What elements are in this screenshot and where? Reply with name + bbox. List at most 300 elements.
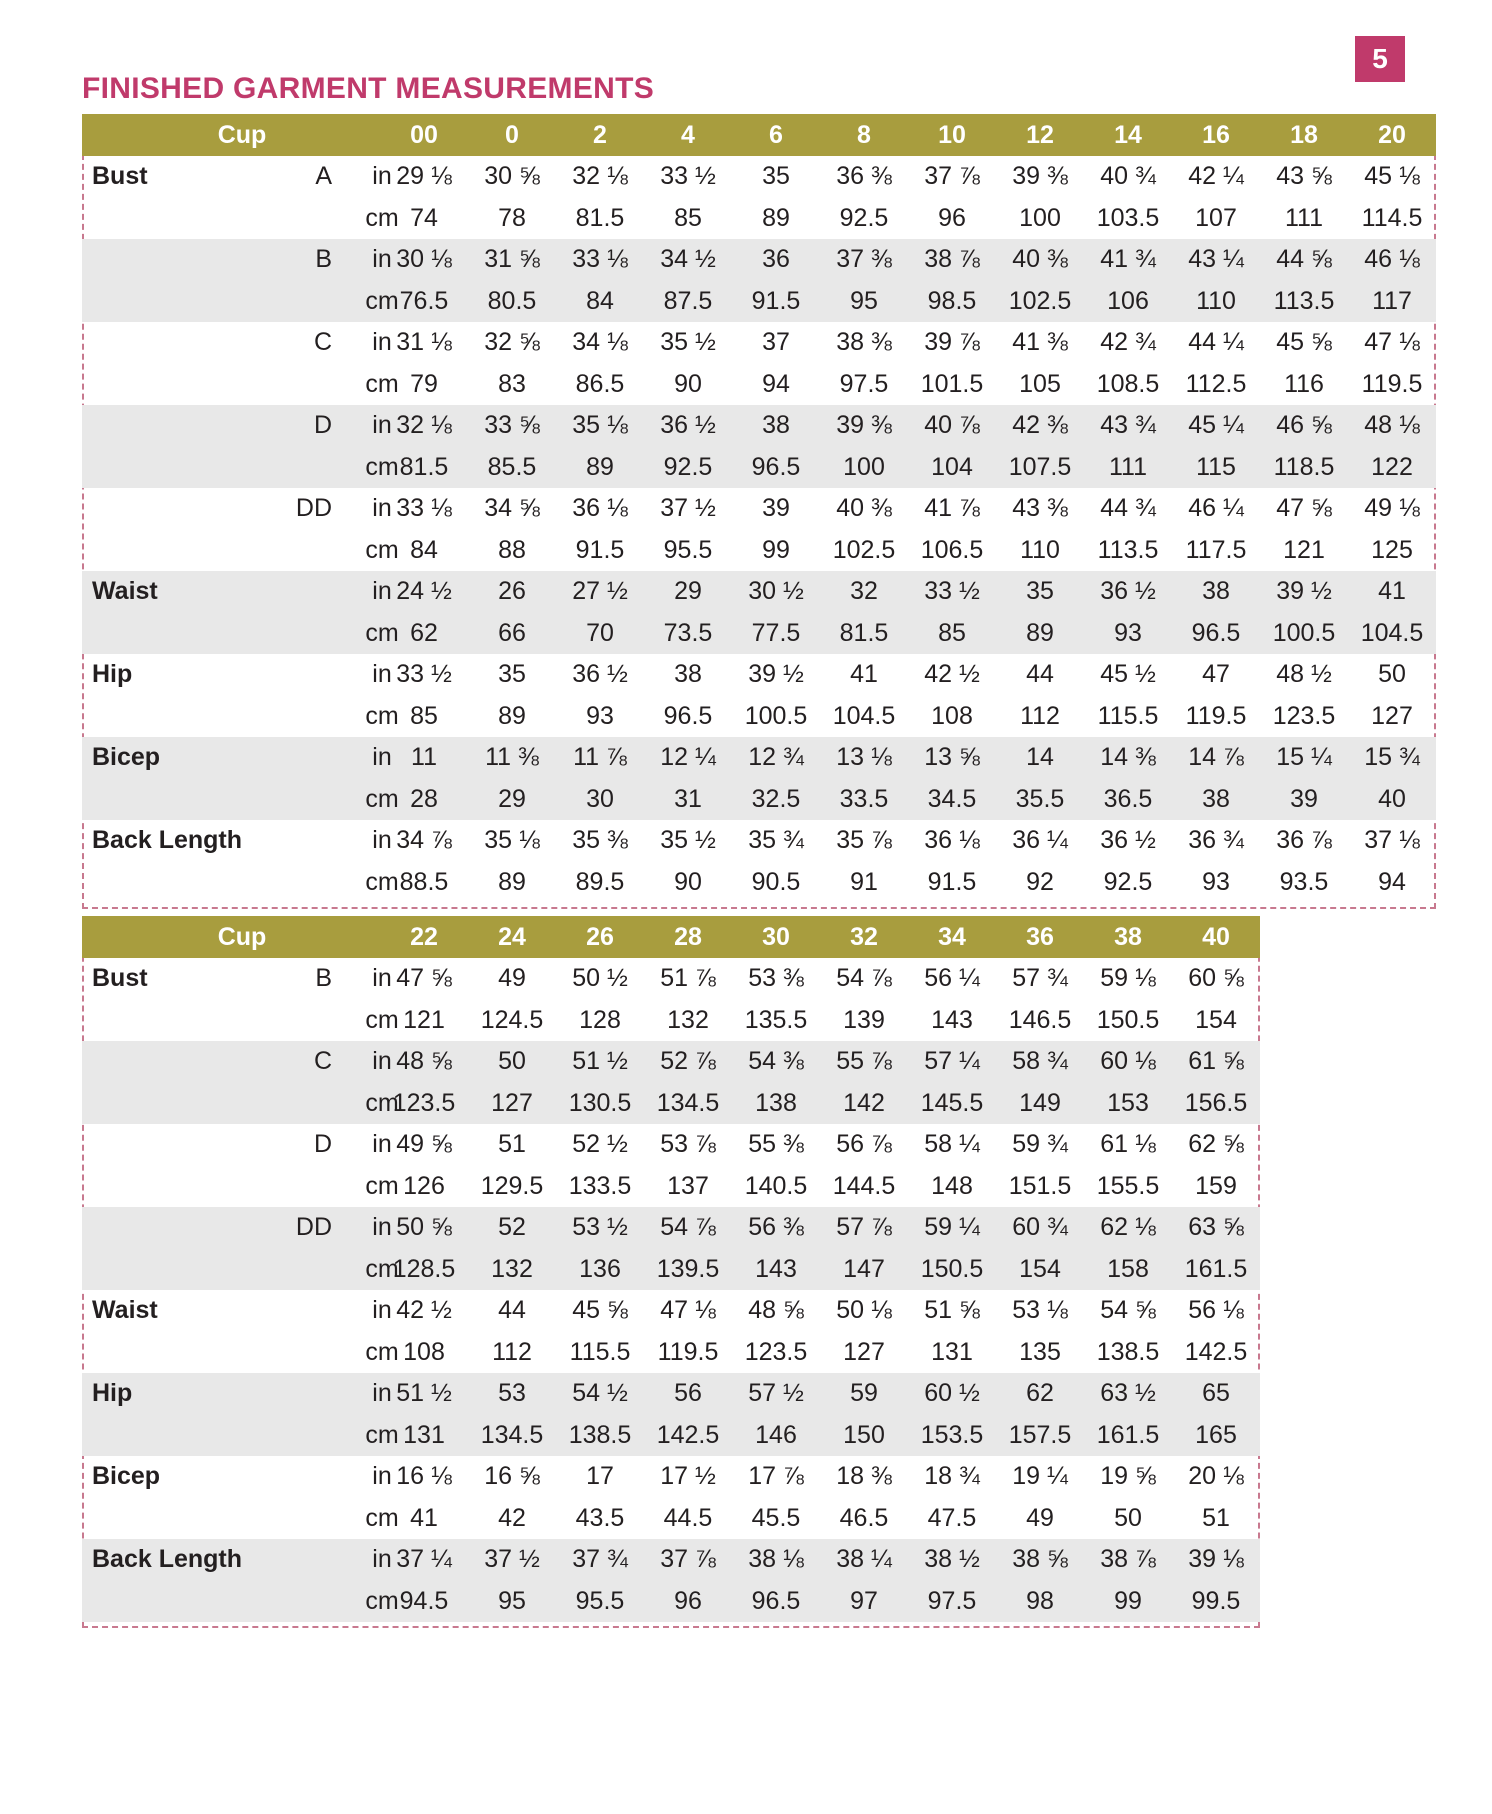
unit-label: in xyxy=(372,245,392,273)
header-size: 28 xyxy=(674,923,702,951)
measurement-cell: 98.5 xyxy=(927,286,977,315)
measurement-cell: 34 ⅛ xyxy=(572,328,628,356)
measurement-cell: 18 ⅜ xyxy=(836,1462,892,1490)
header-size: 8 xyxy=(857,121,871,149)
measurement-cell: 39 ⅜ xyxy=(1012,162,1068,190)
measurement-cell: 150 xyxy=(843,1420,885,1449)
unit-label: in xyxy=(372,162,392,190)
measurement-cell: 39 ⅜ xyxy=(836,411,892,439)
measurement-cell: 95.5 xyxy=(575,1586,625,1615)
header-size: 18 xyxy=(1290,121,1318,149)
measurement-cell: 30 xyxy=(586,784,614,813)
measurement-cell: 43 ¾ xyxy=(1100,411,1156,439)
measurement-cell: 33 ⅛ xyxy=(396,494,452,522)
measurement-cell: 35 ⅞ xyxy=(836,826,892,854)
measurement-cell: 57 ½ xyxy=(748,1379,804,1407)
measurement-cell: 37 ¾ xyxy=(572,1545,628,1573)
cup-label: DD xyxy=(295,1213,332,1241)
header-size: 00 xyxy=(410,121,438,149)
measurement-cell: 132 xyxy=(491,1254,533,1283)
measurement-cell: 56 ⅛ xyxy=(1188,1296,1244,1324)
measurement-cell: 127 xyxy=(1371,701,1413,730)
measurement-cell: 17 ½ xyxy=(660,1462,716,1490)
measurement-cell: 60 ¾ xyxy=(1012,1213,1068,1241)
measurement-cell: 45 ½ xyxy=(1100,660,1156,688)
measurement-cell: 123.5 xyxy=(1272,701,1336,730)
measurement-cell: 57 ¼ xyxy=(924,1047,980,1075)
measurement-cell: 57 ¾ xyxy=(1012,964,1068,992)
header-size: 34 xyxy=(938,923,966,951)
measurement-cell: 49 xyxy=(498,964,526,992)
measurement-cell: 138.5 xyxy=(568,1420,632,1449)
measurement-cell: 35 xyxy=(762,162,790,190)
measurement-cell: 59 ¾ xyxy=(1012,1130,1068,1158)
measurement-cell: 42 ¼ xyxy=(1188,162,1244,190)
measurement-cell: 85.5 xyxy=(487,452,537,481)
measurement-cell: 33 ½ xyxy=(924,577,980,605)
header-size: 16 xyxy=(1202,121,1230,149)
measurement-cell: 40 xyxy=(1378,784,1406,813)
measurement-cell: 135.5 xyxy=(744,1005,808,1034)
measurement-cell: 44.5 xyxy=(663,1503,713,1532)
measurement-cell: 43.5 xyxy=(575,1503,625,1532)
measurement-cell: 20 ⅛ xyxy=(1188,1462,1244,1490)
measurement-cell: 46 ¼ xyxy=(1188,494,1244,522)
measurement-cell: 106 xyxy=(1107,286,1149,315)
measurement-cell: 57 ⅞ xyxy=(836,1213,892,1241)
measurement-cell: 165 xyxy=(1195,1420,1237,1449)
measurement-cell: 132 xyxy=(667,1005,709,1034)
measurement-cell: 96.5 xyxy=(663,701,713,730)
measurement-cell: 37 ⅛ xyxy=(1364,826,1420,854)
measurement-cell: 54 ⅞ xyxy=(660,1213,716,1241)
measurement-cell: 35 ½ xyxy=(660,328,716,356)
measurement-cell: 36.5 xyxy=(1103,784,1153,813)
measurement-cell: 61 ⅝ xyxy=(1188,1047,1244,1075)
measurement-cell: 161.5 xyxy=(1096,1420,1160,1449)
measurement-cell: 73.5 xyxy=(663,618,713,647)
measurement-cell: 55 ⅞ xyxy=(836,1047,892,1075)
measurement-cell: 54 ⅜ xyxy=(748,1047,804,1075)
measurement-cell: 38 ⅜ xyxy=(836,328,892,356)
measurement-cell: 159 xyxy=(1195,1171,1237,1200)
measurement-cell: 35 xyxy=(1026,577,1054,605)
measurement-cell: 24 ½ xyxy=(396,577,452,605)
measurement-cell: 94.5 xyxy=(399,1586,449,1615)
measurement-cell: 91.5 xyxy=(927,867,977,896)
measurement-cell: 133.5 xyxy=(568,1171,632,1200)
measurement-cell: 94 xyxy=(1378,867,1406,896)
measurement-cell: 117 xyxy=(1372,286,1412,315)
measurement-cell: 53 ½ xyxy=(572,1213,628,1241)
measurement-cell: 126 xyxy=(403,1171,445,1200)
measurement-cell: 153 xyxy=(1107,1088,1149,1117)
unit-label: in xyxy=(372,411,392,439)
measurement-cell: 104 xyxy=(931,452,973,481)
header-size: 20 xyxy=(1378,121,1406,149)
measurement-cell: 42 ½ xyxy=(396,1296,452,1324)
measurement-cell: 16 ⅛ xyxy=(396,1462,452,1490)
measurement-cell: 78 xyxy=(498,203,526,232)
measurement-cell: 119.5 xyxy=(657,1337,719,1366)
unit-label: in xyxy=(372,1047,392,1075)
measurement-cell: 76.5 xyxy=(399,286,449,315)
measurement-cell: 117.5 xyxy=(1185,535,1247,564)
measurement-cell: 37 ¼ xyxy=(396,1545,452,1573)
measurement-cell: 32 xyxy=(850,577,878,605)
header-size: 24 xyxy=(498,923,526,951)
row-label: Hip xyxy=(92,1379,133,1407)
unit-label: cm xyxy=(365,535,399,564)
measurement-cell: 93 xyxy=(586,701,614,730)
unit-label: cm xyxy=(365,1254,399,1283)
measurement-cell: 36 ½ xyxy=(572,660,628,688)
measurement-cell: 38 xyxy=(674,660,702,688)
measurement-cell: 113.5 xyxy=(1273,286,1335,315)
unit-label: cm xyxy=(365,618,399,647)
unit-label: in xyxy=(372,328,392,356)
measurement-cell: 134.5 xyxy=(480,1420,544,1449)
measurement-cell: 36 ⅛ xyxy=(572,494,628,522)
measurement-cell: 92.5 xyxy=(839,203,889,232)
measurement-cell: 42 ½ xyxy=(924,660,980,688)
measurement-cell: 99 xyxy=(762,535,790,564)
measurement-cell: 51 xyxy=(498,1130,526,1158)
measurement-cell: 51 xyxy=(1202,1503,1230,1532)
measurement-cell: 131 xyxy=(403,1420,445,1449)
measurement-cell: 52 xyxy=(498,1213,526,1241)
measurement-cell: 54 ½ xyxy=(572,1379,628,1407)
unit-label: in xyxy=(372,1213,392,1241)
measurement-cell: 115.5 xyxy=(1097,701,1159,730)
measurement-cell: 19 ⅝ xyxy=(1100,1462,1156,1490)
header-size: 40 xyxy=(1202,923,1230,951)
measurement-cell: 65 xyxy=(1202,1379,1230,1407)
measurement-cell: 38 ⅞ xyxy=(1100,1545,1156,1573)
measurement-cell: 99 xyxy=(1114,1586,1142,1615)
cup-label: D xyxy=(313,1130,332,1158)
measurement-cell: 39 ⅞ xyxy=(924,328,980,356)
measurement-cell: 112 xyxy=(1020,701,1060,730)
measurement-cell: 29 ⅛ xyxy=(396,162,452,190)
measurement-cell: 85 xyxy=(410,701,438,730)
unit-label: in xyxy=(372,743,392,771)
measurement-cell: 47 ⅝ xyxy=(396,964,452,992)
measurement-cell: 54 ⅝ xyxy=(1100,1296,1156,1324)
measurement-cell: 77.5 xyxy=(751,618,801,647)
header-size: 2 xyxy=(593,121,607,149)
measurement-cell: 108 xyxy=(403,1337,445,1366)
measurement-cell: 137 xyxy=(667,1171,709,1200)
measurement-cell: 157.5 xyxy=(1008,1420,1072,1449)
measurement-cell: 32 ⅛ xyxy=(396,411,452,439)
measurement-cell: 127 xyxy=(843,1337,885,1366)
measurement-cell: 81.5 xyxy=(575,203,625,232)
measurement-cell: 38 xyxy=(1202,784,1230,813)
row-label: Back Length xyxy=(92,1545,243,1573)
measurement-cell: 110 xyxy=(1196,286,1236,315)
measurement-cell: 50 ½ xyxy=(572,964,628,992)
measurement-cell: 31 ⅝ xyxy=(484,245,540,273)
measurement-cell: 47 xyxy=(1202,660,1230,688)
measurement-cell: 135 xyxy=(1019,1337,1061,1366)
measurement-cell: 89 xyxy=(1026,618,1054,647)
measurement-cell: 100.5 xyxy=(744,701,808,730)
measurement-cell: 41 xyxy=(850,660,878,688)
measurement-cell: 48 ½ xyxy=(1276,660,1332,688)
measurement-cell: 60 ⅛ xyxy=(1100,1047,1156,1075)
measurement-cell: 35.5 xyxy=(1015,784,1065,813)
measurement-cell: 59 ¼ xyxy=(924,1213,980,1241)
measurement-cell: 45 ¼ xyxy=(1188,411,1244,439)
unit-label: in xyxy=(372,1545,392,1573)
table-header xyxy=(82,916,1260,958)
measurement-cell: 59 xyxy=(850,1379,878,1407)
measurement-cell: 114.5 xyxy=(1361,203,1423,232)
measurement-cell: 43 ⅝ xyxy=(1276,162,1332,190)
measurement-cell: 11 xyxy=(411,743,437,771)
measurement-cell: 36 ¼ xyxy=(1012,826,1068,854)
measurement-cell: 146 xyxy=(755,1420,797,1449)
measurement-cell: 103.5 xyxy=(1096,203,1160,232)
measurement-cell: 115.5 xyxy=(569,1337,631,1366)
measurement-cell: 110 xyxy=(1020,535,1060,564)
row-label: Hip xyxy=(92,660,133,688)
page-title: FINISHED GARMENT MEASUREMENTS xyxy=(82,72,655,105)
measurement-cell: 34 ⅝ xyxy=(484,494,540,522)
measurement-cell: 91 xyxy=(850,867,878,896)
measurement-cell: 50 ⅛ xyxy=(836,1296,892,1324)
measurement-cell: 106.5 xyxy=(920,535,984,564)
measurement-cell: 146.5 xyxy=(1008,1005,1072,1034)
row-label: Back Length xyxy=(92,826,243,854)
measurement-cell: 119.5 xyxy=(1361,369,1423,398)
measurement-cell: 32.5 xyxy=(751,784,801,813)
measurement-cell: 113.5 xyxy=(1097,535,1159,564)
measurement-cell: 142 xyxy=(843,1088,885,1117)
measurement-cell: 124.5 xyxy=(480,1005,544,1034)
measurement-cell: 41 ¾ xyxy=(1100,245,1156,273)
measurement-cell: 14 xyxy=(1026,743,1054,771)
measurement-cell: 46 ⅝ xyxy=(1276,411,1332,439)
measurement-cell: 96.5 xyxy=(751,1586,801,1615)
measurement-cell: 36 xyxy=(762,245,790,273)
unit-label: in xyxy=(372,660,392,688)
measurement-cell: 91.5 xyxy=(575,535,625,564)
measurement-cell: 122 xyxy=(1371,452,1413,481)
measurement-cell: 89 xyxy=(586,452,614,481)
measurement-cell: 42 xyxy=(498,1503,526,1532)
header-size: 0 xyxy=(505,121,519,149)
measurement-cell: 144.5 xyxy=(832,1171,896,1200)
measurement-cell: 39 xyxy=(1290,784,1318,813)
measurement-cell: 31 xyxy=(674,784,702,813)
measurement-cell: 33 ½ xyxy=(660,162,716,190)
unit-label: cm xyxy=(365,1337,399,1366)
header-size: 14 xyxy=(1114,121,1142,149)
measurement-cell: 53 ⅞ xyxy=(660,1130,716,1158)
measurement-cell: 81.5 xyxy=(399,452,449,481)
measurement-cell: 111 xyxy=(1284,203,1323,232)
measurement-cell: 131 xyxy=(931,1337,973,1366)
measurement-cell: 56 ¼ xyxy=(924,964,980,992)
measurement-cell: 52 ⅞ xyxy=(660,1047,716,1075)
measurement-cell: 52 ½ xyxy=(572,1130,628,1158)
measurement-cell: 89 xyxy=(498,701,526,730)
measurement-cell: 37 ⅞ xyxy=(660,1545,716,1573)
measurement-cell: 95.5 xyxy=(663,535,713,564)
measurement-cell: 151.5 xyxy=(1008,1171,1072,1200)
measurement-cell: 63 ½ xyxy=(1100,1379,1156,1407)
measurement-cell: 38 ¼ xyxy=(836,1545,892,1573)
measurement-cell: 108 xyxy=(931,701,973,730)
measurement-cell: 50 xyxy=(1114,1503,1142,1532)
measurement-cell: 115 xyxy=(1196,452,1236,481)
unit-label: cm xyxy=(365,701,399,730)
page-number: 5 xyxy=(1355,36,1405,82)
measurement-cell: 19 ¼ xyxy=(1012,1462,1068,1490)
measurement-cell: 40 ⅞ xyxy=(924,411,980,439)
measurement-cell: 100 xyxy=(843,452,885,481)
measurement-cell: 112 xyxy=(492,1337,532,1366)
measurement-cell: 92.5 xyxy=(663,452,713,481)
measurement-cell: 31 ⅛ xyxy=(396,328,452,356)
header-size: 12 xyxy=(1026,121,1054,149)
unit-label: cm xyxy=(365,1005,399,1034)
header-size: 22 xyxy=(410,923,438,951)
measurement-cell: 155.5 xyxy=(1096,1171,1160,1200)
measurement-cell: 102.5 xyxy=(1008,286,1072,315)
measurement-cell: 42 ¾ xyxy=(1100,328,1156,356)
measurement-cell: 84 xyxy=(586,286,614,315)
measurement-cell: 51 ½ xyxy=(572,1047,628,1075)
cup-label: D xyxy=(313,411,332,439)
measurement-cell: 36 ½ xyxy=(660,411,716,439)
measurement-cell: 80.5 xyxy=(487,286,537,315)
measurement-cell: 89.5 xyxy=(575,867,625,896)
measurement-cell: 38 ⅛ xyxy=(748,1545,804,1573)
measurement-cell: 30 ⅝ xyxy=(484,162,540,190)
measurement-cell: 35 ½ xyxy=(660,826,716,854)
measurement-cell: 37 ⅜ xyxy=(836,245,892,273)
measurement-cell: 70 xyxy=(586,618,614,647)
measurement-cell: 33 ⅝ xyxy=(484,411,540,439)
header-size: 38 xyxy=(1114,923,1142,951)
measurement-cell: 34 ½ xyxy=(660,245,716,273)
measurement-cell: 83 xyxy=(498,369,526,398)
measurement-cell: 96 xyxy=(674,1586,702,1615)
measurement-cell: 153.5 xyxy=(920,1420,984,1449)
measurement-cell: 39 xyxy=(762,494,790,522)
row-label: Bicep xyxy=(92,743,161,771)
measurement-cell: 35 xyxy=(498,660,526,688)
measurement-cell: 50 ⅝ xyxy=(396,1213,452,1241)
measurement-cell: 40 ⅜ xyxy=(836,494,892,522)
measurement-cell: 29 xyxy=(674,577,702,605)
cup-label: A xyxy=(315,162,332,190)
measurement-cell: 39 ½ xyxy=(1276,577,1332,605)
measurement-cell: 46 ⅛ xyxy=(1364,245,1420,273)
measurement-cell: 142.5 xyxy=(1184,1337,1248,1366)
header-size: 10 xyxy=(938,121,966,149)
measurement-cell: 98 xyxy=(1026,1586,1054,1615)
measurement-cell: 35 ⅜ xyxy=(572,826,628,854)
unit-label: cm xyxy=(365,1171,399,1200)
measurement-cell: 107.5 xyxy=(1008,452,1072,481)
measurement-cell: 43 ¼ xyxy=(1188,245,1244,273)
measurement-cell: 149 xyxy=(1019,1088,1061,1117)
measurement-cell: 102.5 xyxy=(832,535,896,564)
measurement-cell: 116 xyxy=(1284,369,1324,398)
measurement-cell: 47 ⅝ xyxy=(1276,494,1332,522)
measurement-cell: 46.5 xyxy=(839,1503,889,1532)
measurement-cell: 154 xyxy=(1195,1005,1237,1034)
row-label: Bust xyxy=(92,162,148,190)
measurement-cell: 89 xyxy=(498,867,526,896)
measurement-cell: 11 ⅜ xyxy=(485,743,539,771)
measurement-cell: 62 xyxy=(1026,1379,1054,1407)
measurement-cell: 84 xyxy=(410,535,438,564)
measurement-cell: 93 xyxy=(1114,618,1142,647)
measurement-cell: 90 xyxy=(674,369,702,398)
measurement-cell: 158 xyxy=(1107,1254,1149,1283)
measurement-cell: 96.5 xyxy=(751,452,801,481)
measurement-cell: 51 ⅞ xyxy=(660,964,716,992)
header-size: 6 xyxy=(769,121,783,149)
measurement-cell: 41 xyxy=(410,1503,438,1532)
measurement-cell: 37 ½ xyxy=(660,494,716,522)
measurement-cell: 26 xyxy=(498,577,526,605)
measurement-cell: 29 xyxy=(498,784,526,813)
measurement-cell: 108.5 xyxy=(1096,369,1160,398)
measurement-cell: 35 ⅛ xyxy=(572,411,628,439)
measurement-cell: 104.5 xyxy=(832,701,896,730)
measurement-cell: 38 ½ xyxy=(924,1545,980,1573)
measurement-cell: 129.5 xyxy=(480,1171,544,1200)
measurement-cell: 37 ⅞ xyxy=(924,162,980,190)
measurement-cell: 36 ⅛ xyxy=(924,826,980,854)
measurement-cell: 44 xyxy=(1026,660,1054,688)
measurement-cell: 38 xyxy=(1202,577,1230,605)
measurement-cell: 13 ⅝ xyxy=(924,743,980,771)
measurement-cell: 40 ⅜ xyxy=(1012,245,1068,273)
measurement-cell: 150.5 xyxy=(1096,1005,1160,1034)
unit-label: in xyxy=(372,1296,392,1324)
measurement-cell: 121 xyxy=(1283,535,1325,564)
measurement-cell: 44 xyxy=(498,1296,526,1324)
header-size: 26 xyxy=(586,923,614,951)
measurement-cell: 11 ⅞ xyxy=(573,743,627,771)
measurement-cell: 97.5 xyxy=(839,369,889,398)
unit-label: in xyxy=(372,1462,392,1490)
measurement-cell: 79 xyxy=(410,369,438,398)
unit-label: cm xyxy=(365,1586,399,1615)
unit-label: cm xyxy=(365,452,399,481)
header-cup: Cup xyxy=(217,923,267,951)
measurement-cell: 143 xyxy=(931,1005,973,1034)
measurement-cell: 16 ⅝ xyxy=(484,1462,540,1490)
measurement-cell: 41 ⅞ xyxy=(924,494,980,522)
measurement-cell: 128 xyxy=(579,1005,621,1034)
measurement-cell: 62 xyxy=(410,618,438,647)
cup-label: C xyxy=(313,1047,332,1075)
measurement-cell: 45.5 xyxy=(751,1503,801,1532)
measurement-cell: 37 ½ xyxy=(484,1545,540,1573)
measurement-cell: 33 ⅛ xyxy=(572,245,628,273)
measurement-cell: 33 ½ xyxy=(396,660,452,688)
cup-label: DD xyxy=(295,494,332,522)
measurement-cell: 59 ⅛ xyxy=(1100,964,1156,992)
